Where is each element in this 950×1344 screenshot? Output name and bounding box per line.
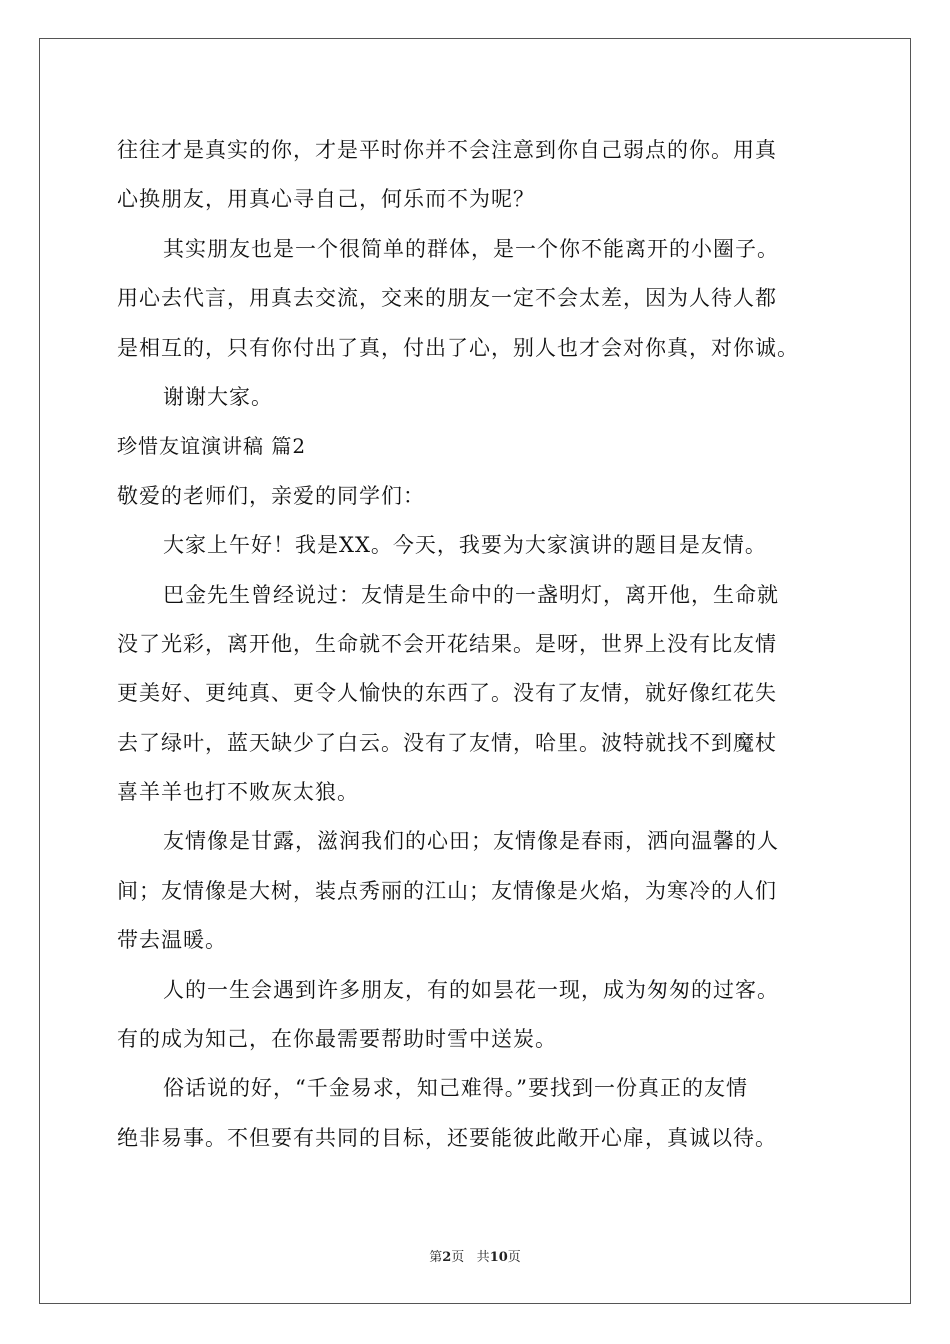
text-line: 喜羊羊也打不败灰太狼。 [117, 780, 359, 805]
total-prefix: 共 [476, 1250, 490, 1265]
text-line: 友情像是甘露，滋润我们的心田；友情像是春雨，洒向温馨的人 [163, 829, 779, 854]
text-line: 其实朋友也是一个很简单的群体，是一个你不能离开的小圈子。 [163, 236, 779, 261]
text-line: 往往才是真实的你，才是平时你并不会注意到你自己弱点的你。用真 [117, 138, 777, 162]
section-heading: 珍惜友谊演讲稿 篇2 [117, 434, 307, 459]
text-line: 带去温暖。 [117, 928, 227, 953]
text-line: 去了绿叶，蓝天缺少了白云。没有了友情，哈里。波特就找不到魔杖 [117, 730, 777, 755]
text-line: 巴金先生曾经说过：友情是生命中的一盏明灯，离开他，生命就 [163, 582, 779, 607]
text-line: 人的一生会遇到许多朋友，有的如昙花一现，成为匆匆的过客。 [163, 977, 779, 1002]
page-prefix: 第 [429, 1250, 443, 1265]
document-body [117, 126, 857, 1163]
page-total: 10 [489, 1250, 508, 1265]
text-line: 是相互的，只有你付出了真，付出了心，别人也才会对你真，对你诚。 [117, 335, 799, 360]
text-line: 有的成为知己，在你最需要帮助时雪中送炭。 [117, 1027, 557, 1052]
text-line: 敬爱的老师们，亲爱的同学们： [117, 483, 425, 508]
page-current: 2 [442, 1250, 452, 1265]
text-line: 用心去代言，用真去交流，交来的朋友一定不会太差，因为人待人都 [117, 286, 777, 311]
text-line: 更美好、更纯真、更令人愉快的东西了。没有了友情，就好像红花失 [117, 681, 777, 706]
total-unit: 页 [507, 1250, 521, 1265]
text-line: 间；友情像是大树，装点秀丽的江山；友情像是火焰，为寒冷的人们 [117, 878, 777, 903]
text-line: 俗话说的好，“千金易求，知己难得。”要找到一份真正的友情 [163, 1076, 748, 1101]
text-line: 谢谢大家。 [163, 384, 273, 409]
page-unit: 页 [451, 1250, 465, 1265]
text-line: 大家上午好！我是XX。今天，我要为大家演讲的题目是友情。 [163, 533, 767, 558]
text-line: 绝非易事。不但要有共同的目标，还要能彼此敞开心扉，真诚以待。 [117, 1125, 777, 1150]
text-line: 心换朋友，用真心寻自己，何乐而不为呢？ [117, 187, 535, 212]
text-line: 没了光彩，离开他，生命就不会开花结果。是呀，世界上没有比友情 [117, 631, 777, 656]
page-footer [0, 1246, 950, 1265]
